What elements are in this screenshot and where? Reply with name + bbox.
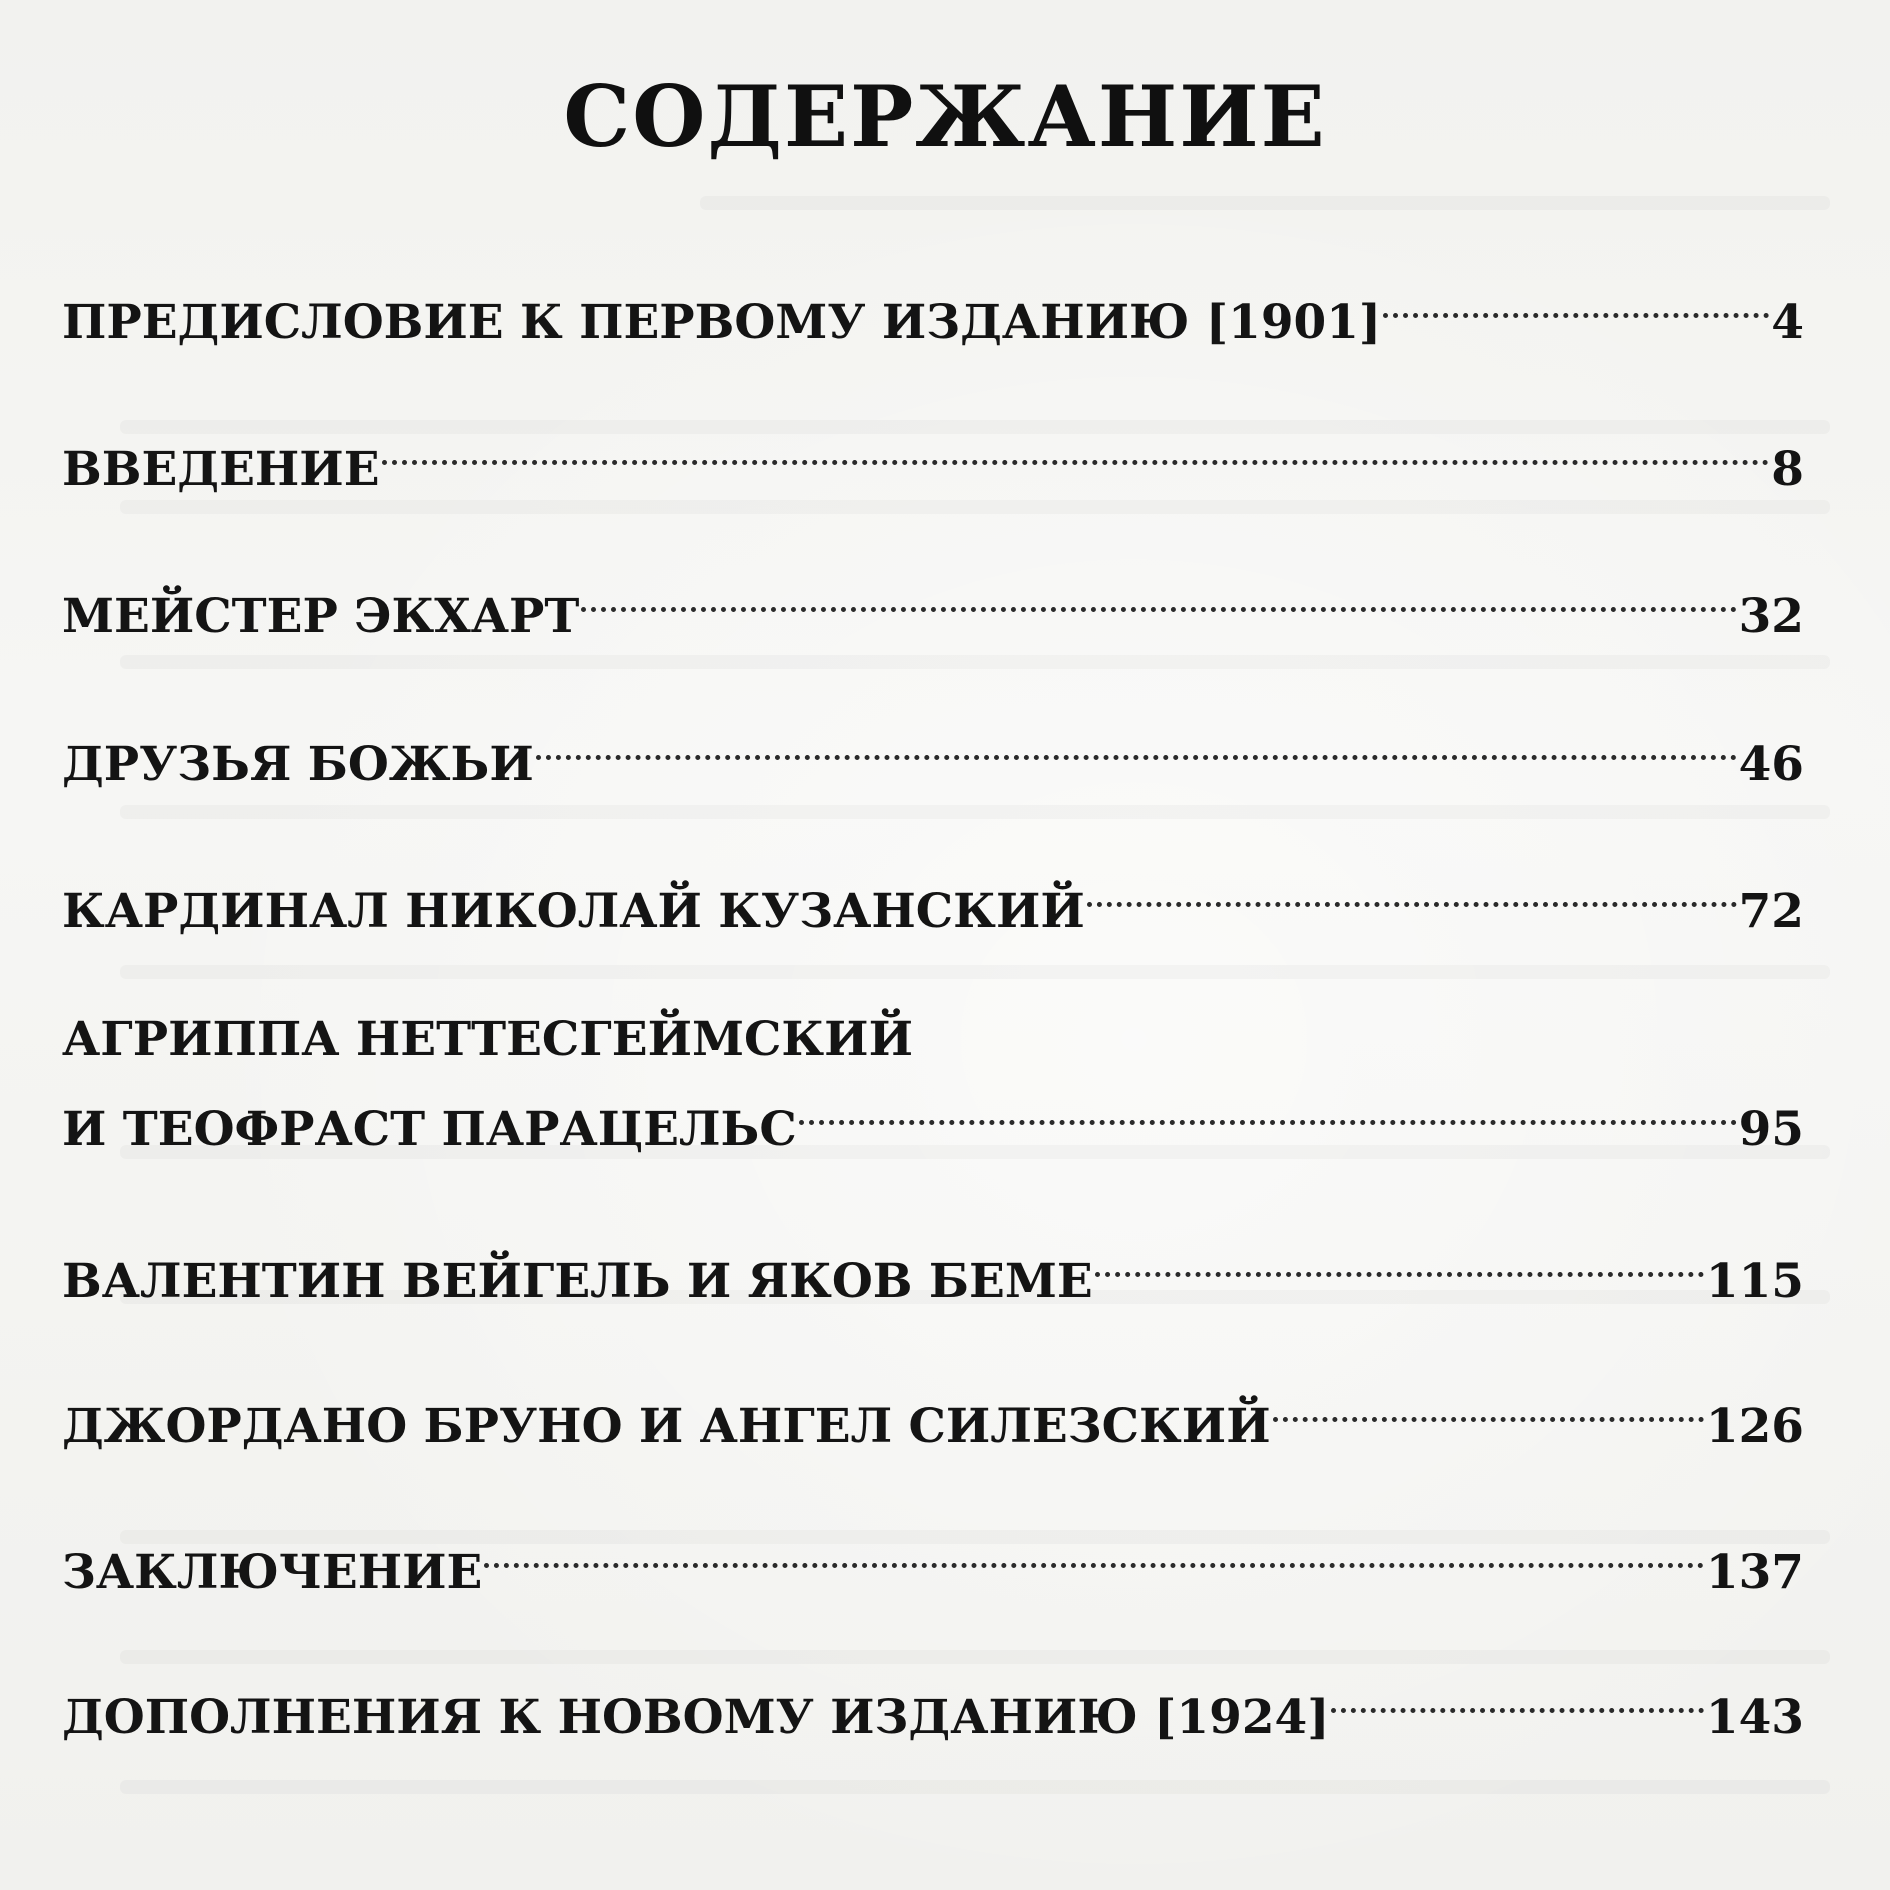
toc-entry-title-line1: АГРИППА НЕТТЕСГЕЙМСКИЙ bbox=[62, 1012, 913, 1067]
toc-entry-title: ЗАКЛЮЧЕНИЕ bbox=[62, 1545, 483, 1600]
toc-entry-title: ДРУЗЬЯ БОЖЬИ bbox=[62, 737, 534, 792]
toc-entry-title: КАРДИНАЛ НИКОЛАЙ КУЗАНСКИЙ bbox=[62, 884, 1085, 939]
toc-entry-title: ДЖОРДАНО БРУНО И АНГЕЛ СИЛЕЗСКИЙ bbox=[62, 1399, 1271, 1454]
dot-leader bbox=[484, 1518, 1704, 1588]
toc-entry bbox=[62, 1227, 1804, 1317]
dot-leader bbox=[1087, 857, 1737, 927]
bleed-through bbox=[120, 805, 1830, 819]
toc-entry-page: 4 bbox=[1771, 295, 1804, 350]
dot-leader bbox=[536, 710, 1737, 780]
toc-entry bbox=[62, 1518, 1804, 1608]
dot-leader bbox=[581, 562, 1736, 632]
toc-entry bbox=[62, 562, 1804, 652]
toc-entry-page: 72 bbox=[1738, 884, 1804, 939]
toc-entry-page: 32 bbox=[1738, 589, 1804, 644]
bleed-through bbox=[120, 655, 1830, 669]
dot-leader bbox=[1095, 1227, 1704, 1297]
toc-entry-page: 8 bbox=[1771, 442, 1804, 497]
toc-entry-page: 95 bbox=[1738, 1102, 1804, 1157]
dot-leader bbox=[1273, 1372, 1704, 1442]
toc-entry-page: 137 bbox=[1705, 1545, 1804, 1600]
toc-entry bbox=[62, 857, 1804, 947]
toc-entry-title: ВВЕДЕНИЕ bbox=[62, 442, 380, 497]
bleed-through bbox=[700, 196, 1830, 210]
toc-entry bbox=[62, 1372, 1804, 1462]
dot-leader bbox=[1383, 268, 1769, 338]
toc-entry bbox=[62, 710, 1804, 800]
toc-entry-title: МЕЙСТЕР ЭКХАРТ bbox=[62, 589, 580, 644]
toc-entry bbox=[62, 1005, 1804, 1165]
dot-leader bbox=[382, 415, 1770, 485]
toc-entry-page: 115 bbox=[1705, 1254, 1804, 1309]
dot-leader bbox=[799, 1075, 1737, 1145]
page-title: СОДЕРЖАНИЕ bbox=[563, 67, 1327, 166]
bleed-through bbox=[120, 965, 1830, 979]
toc-entry-page: 126 bbox=[1705, 1399, 1804, 1454]
toc-entry bbox=[62, 415, 1804, 505]
dot-leader bbox=[1331, 1663, 1703, 1733]
toc-entry bbox=[62, 268, 1804, 358]
toc-entry bbox=[62, 1663, 1804, 1753]
toc-entry-page: 46 bbox=[1738, 737, 1804, 792]
bleed-through bbox=[120, 1650, 1830, 1664]
toc-entry-title: ПРЕДИСЛОВИЕ К ПЕРВОМУ ИЗДАНИЮ [1901] bbox=[62, 295, 1382, 350]
toc-entry-page: 143 bbox=[1705, 1690, 1804, 1745]
toc-entry-title: ДОПОЛНЕНИЯ К НОВОМУ ИЗДАНИЮ [1924] bbox=[62, 1690, 1330, 1745]
toc-entry-title: И ТЕОФРАСТ ПАРАЦЕЛЬС bbox=[62, 1102, 797, 1157]
toc-entry-title: ВАЛЕНТИН ВЕЙГЕЛЬ И ЯКОВ БЕМЕ bbox=[62, 1254, 1093, 1309]
bleed-through bbox=[120, 1780, 1830, 1794]
